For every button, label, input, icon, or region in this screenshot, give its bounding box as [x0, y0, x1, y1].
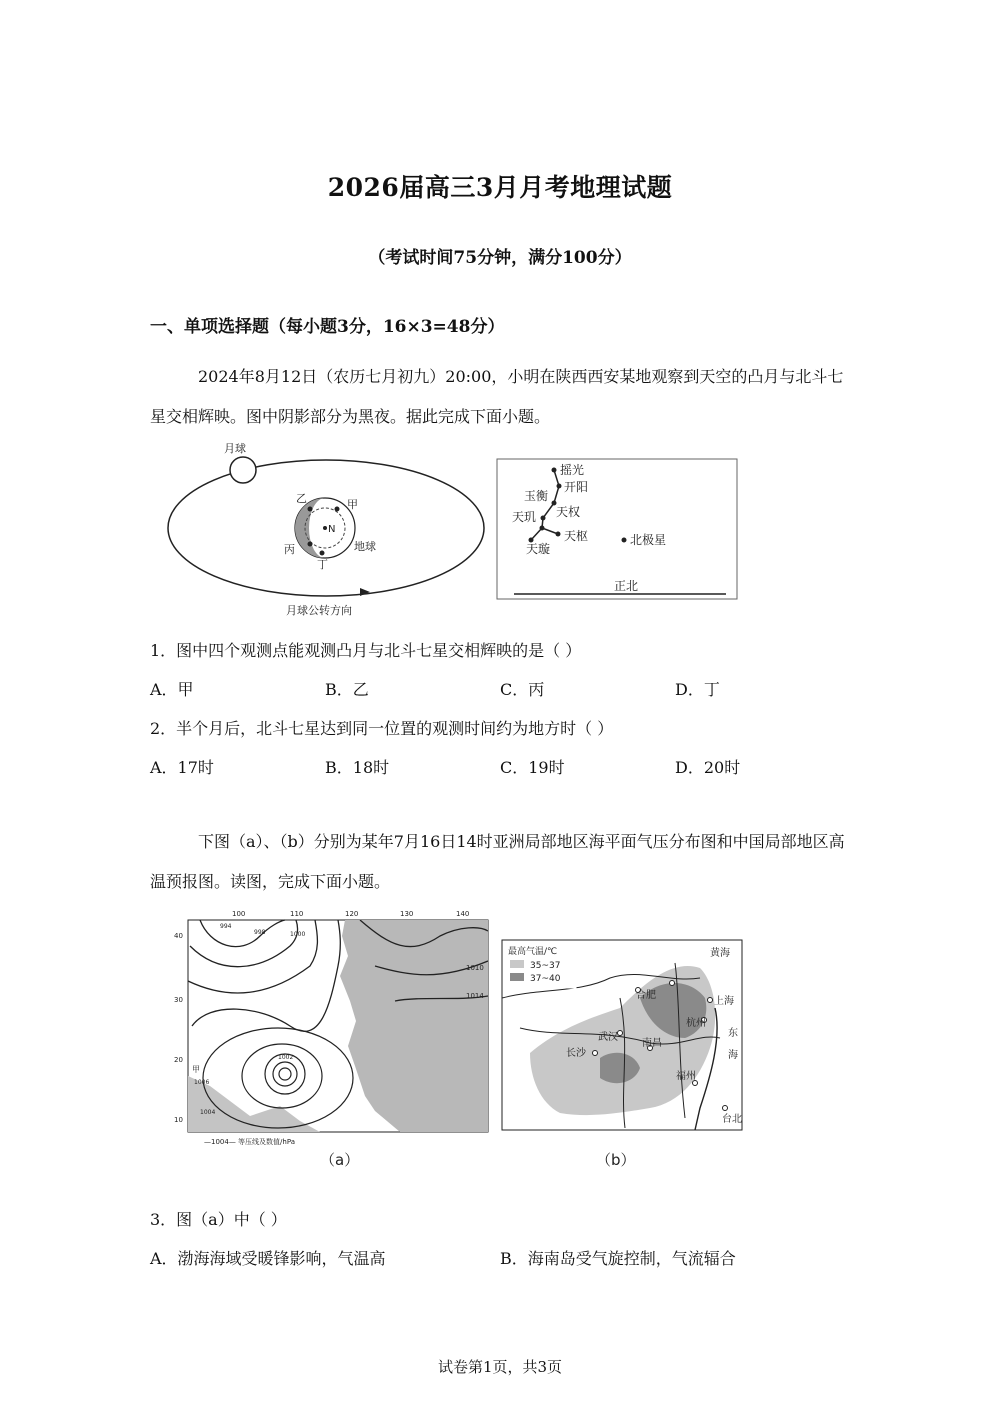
place-fuzhou: 福州	[676, 1071, 696, 1082]
q1-option-a[interactable]: A．甲	[150, 680, 194, 699]
orbit-caption: 月球公转方向	[286, 604, 352, 617]
page-footer: 试卷第1页，共3页	[437, 1358, 563, 1376]
point-jia	[335, 507, 340, 512]
place-nanchang: 南昌	[642, 1038, 662, 1049]
lat-30: 30	[174, 996, 183, 1004]
north-pole-label: N	[328, 524, 336, 535]
lon-120: 120	[345, 910, 359, 918]
q3-option-a[interactable]: A．渤海海域受暖锋影响，气温高	[150, 1249, 386, 1268]
label-yi: 乙	[296, 492, 307, 505]
place-taibei: 台北	[722, 1114, 742, 1125]
q2-option-d[interactable]: D．20时	[675, 758, 741, 777]
passage-2: 下图（a）、（b）分别为某年7月16日14时亚洲局部地区海平面气压分布图和中国局部地区高温预报图。读图，完成下面小题。	[150, 832, 845, 891]
lon-100: 100	[232, 910, 246, 918]
q1-option-c[interactable]: C．丙	[500, 680, 545, 699]
question-2: 2．半个月后，北斗七星达到同一位置的观测时间约为地方时（ ）	[150, 719, 614, 738]
place-dong: 东	[728, 1028, 738, 1039]
lon-140: 140	[456, 910, 470, 918]
figure-a-caption: （a）	[320, 1151, 360, 1168]
label-ding: 丁	[317, 558, 328, 571]
polaris-label: 北极星	[630, 533, 667, 547]
polaris-star	[622, 538, 627, 543]
lat-40: 40	[174, 932, 183, 940]
question-3: 3．图（a）中（ ）	[150, 1210, 287, 1229]
legend-item-2: 37~40	[530, 974, 561, 984]
star-tianxuan: 天璇	[526, 542, 551, 556]
moon-orbit-figure	[160, 440, 485, 620]
place-jia: 甲	[192, 1065, 200, 1074]
horizon-label: 正北	[614, 579, 639, 593]
map-a-legend: —1004— 等压线及数值/hPa	[204, 1138, 296, 1146]
place-shanghai: 上海	[714, 996, 734, 1007]
q3-option-b[interactable]: B．海南岛受气旋控制，气流辐合	[500, 1249, 736, 1268]
moon	[230, 457, 256, 483]
q2-option-a[interactable]: A．17时	[150, 758, 214, 777]
map-b-legend-title: 最高气温/℃	[508, 947, 558, 957]
star-kaiyang: 开阳	[564, 480, 589, 494]
lon-130: 130	[400, 910, 414, 918]
q1-option-b[interactable]: B．乙	[325, 680, 369, 699]
isobar-1006: 1006	[194, 1079, 210, 1086]
lat-10: 10	[174, 1116, 183, 1124]
star-tianji: 天玑	[512, 510, 537, 524]
figure-b-caption: （b）	[596, 1151, 636, 1168]
figure-frame	[497, 459, 737, 599]
point-bing	[308, 542, 313, 547]
star-tianshu: 天枢	[564, 529, 589, 543]
point-ding	[320, 551, 325, 556]
legend-item-1: 35~37	[530, 961, 561, 971]
passage-1: 2024年8月12日（农历七月初九）20:00，小明在陕西西安某地观察到天空的凸月与北斗七星交相辉映。图中阴影部分为黑夜。据此完成下面小题。	[150, 367, 844, 426]
isobar-1014: 1014	[466, 992, 484, 1000]
place-hefei: 合肥	[636, 990, 656, 1001]
point-yi	[308, 507, 313, 512]
star-tianquan: 天权	[556, 505, 581, 519]
heat-map-b	[500, 938, 746, 1168]
q2-option-c[interactable]: C．19时	[500, 758, 565, 777]
big-dipper-figure	[496, 458, 740, 602]
place-wuhan: 武汉	[598, 1032, 618, 1043]
isobar-1002: 1002	[278, 1054, 294, 1061]
legend-swatch-light	[510, 960, 524, 968]
lat-20: 20	[174, 1056, 183, 1064]
isobar-1010: 1010	[466, 964, 484, 972]
isobar-998: 998	[254, 929, 266, 936]
place-changsha: 长沙	[566, 1048, 586, 1059]
label-jia: 甲	[347, 498, 358, 511]
star-yuheng: 玉衡	[524, 489, 549, 503]
q2-option-b[interactable]: B．18时	[325, 758, 390, 777]
label-bing: 丙	[284, 543, 295, 556]
question-1: 1．图中四个观测点能观测凸月与北斗七星交相辉映的是（ ）	[150, 641, 582, 660]
page-title: 2026届高三3月月考地理试题	[327, 173, 673, 202]
section-heading: 一、单项选择题（每小题3分，16×3=48分）	[150, 317, 505, 337]
lon-110: 110	[290, 910, 304, 918]
isobar-1004: 1004	[200, 1109, 216, 1116]
star-yaoguang: 摇光	[560, 463, 585, 477]
place-hai: 海	[728, 1050, 738, 1061]
pressure-map-a	[170, 906, 492, 1168]
isobar-1000: 1000	[290, 931, 306, 938]
exam-info: （考试时间75分钟，满分100分）	[368, 248, 632, 268]
q1-option-d[interactable]: D．丁	[675, 680, 720, 699]
legend-swatch-dark	[510, 973, 524, 981]
earth-label: 地球	[354, 540, 376, 553]
moon-label: 月球	[224, 442, 246, 455]
place-hangzhou: 杭州	[686, 1018, 706, 1029]
place-huanghai: 黄海	[710, 948, 730, 959]
isobar-994: 994	[220, 923, 232, 930]
